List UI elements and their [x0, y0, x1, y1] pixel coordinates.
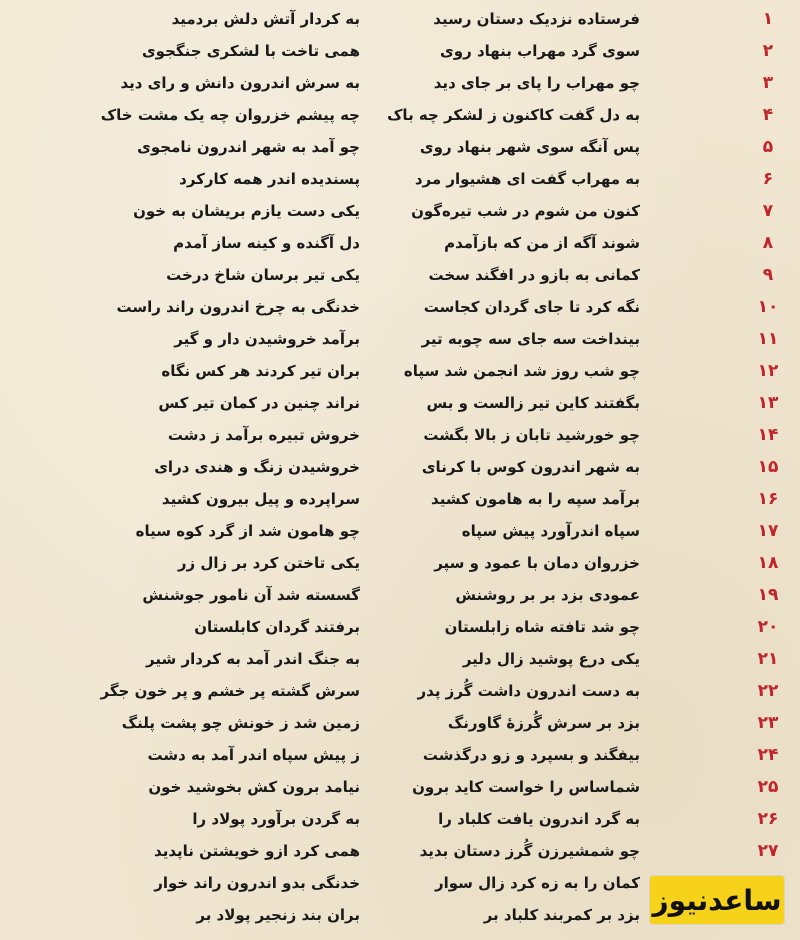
verse-second-hemistich: ز پیش سپاه اندر آمد به دشت — [147, 746, 360, 764]
verse-row — [0, 131, 800, 163]
verse-first-hemistich: کمان را به زه کرد زال سوار — [434, 874, 640, 892]
verse-first-hemistich: شماساس را خواست کاید برون — [412, 778, 640, 796]
saednews-logo: ساعدنیوز — [650, 876, 784, 924]
verse-number: ۱۴ — [757, 425, 779, 445]
verse-second-hemistich: سراپرده و پیل بیرون کشید — [161, 490, 360, 508]
verse-row — [0, 355, 800, 387]
verse-number: ۱ — [762, 9, 774, 29]
verse-row — [0, 707, 800, 739]
verse-first-hemistich: کنون من شوم در شب تیره‌گون — [411, 202, 640, 220]
verse-number: ۲۲ — [757, 681, 779, 701]
verse-second-hemistich: نیامد برون کش بخوشید خون — [148, 778, 360, 796]
verse-row — [0, 579, 800, 611]
verse-row — [0, 675, 800, 707]
verse-second-hemistich: زمین شد ز خونش چو پشت پلنگ — [121, 714, 360, 732]
verse-number: ۱۲ — [757, 361, 779, 381]
verse-first-hemistich: چو شب روز شد انجمن شد سپاه — [403, 362, 640, 380]
verse-row — [0, 195, 800, 227]
verse-row — [0, 643, 800, 675]
verse-first-hemistich: به دل گفت کاکنون ز لشکر چه باک — [387, 106, 640, 124]
verse-second-hemistich: یکی دست یازم بریشان به خون — [133, 202, 360, 220]
verse-row — [0, 259, 800, 291]
verse-first-hemistich: کمانی به بازو در افگند سخت — [428, 266, 640, 284]
verse-row — [0, 227, 800, 259]
verse-first-hemistich: پس آنگه سوی شهر بنهاد روی — [419, 138, 640, 156]
verse-number: ۲۱ — [757, 649, 779, 669]
verse-second-hemistich: پسندیده اندر همه کارکرد — [179, 170, 360, 188]
verse-first-hemistich: بگفتند کاین تیر زالست و بس — [426, 394, 640, 412]
verse-row — [0, 387, 800, 419]
verse-first-hemistich: به مهراب گفت ای هشیوار مرد — [414, 170, 640, 188]
verse-second-hemistich: برفتند گردان کابلستان — [194, 618, 360, 636]
verse-number: ۵ — [762, 137, 774, 157]
verse-second-hemistich: بران تیر کردند هر کس نگاه — [161, 362, 360, 380]
verse-row — [0, 483, 800, 515]
verse-number: ۹ — [762, 265, 774, 285]
verse-row — [0, 771, 800, 803]
verse-number: ۸ — [762, 233, 774, 253]
verse-row — [0, 35, 800, 67]
verse-second-hemistich: خروش تبیره برآمد ز دشت — [167, 426, 360, 444]
verse-second-hemistich: به جنگ اندر آمد به کردار شیر — [146, 650, 360, 668]
verse-second-hemistich: خروشیدن زنگ و هندی درای — [154, 458, 360, 476]
verse-first-hemistich: چو خورشید تابان ز بالا بگشت — [423, 426, 640, 444]
verse-first-hemistich: بیفگند و بسپرد و زو درگذشت — [422, 746, 640, 764]
verse-second-hemistich: همی تاخت با لشکری جنگجوی — [141, 42, 360, 60]
verse-second-hemistich: به گردن برآورد پولاد را — [192, 810, 360, 828]
verse-number: ۱۶ — [757, 489, 779, 509]
verse-row — [0, 739, 800, 771]
verse-row — [0, 835, 800, 867]
verse-first-hemistich: خزروان دمان با عمود و سپر — [434, 554, 640, 572]
verse-first-hemistich: چو شد تافته شاه زابلستان — [444, 618, 640, 636]
verse-row — [0, 67, 800, 99]
verse-second-hemistich: بران بند زنجیر پولاد بر — [196, 906, 360, 924]
verse-number: ۱۰ — [757, 297, 779, 317]
verse-row — [0, 163, 800, 195]
verse-number: ۲ — [762, 41, 774, 61]
verse-first-hemistich: بزد بر سرش گُرزهٔ گاورنگ — [447, 714, 640, 732]
verse-row — [0, 611, 800, 643]
verse-number: ۷ — [762, 201, 774, 221]
verse-second-hemistich: به کردار آتش دلش بردمید — [171, 10, 360, 28]
verse-first-hemistich: نگه کرد تا جای گردان کجاست — [423, 298, 640, 316]
verse-number: ۱۱ — [757, 329, 779, 349]
verse-number: ۱۳ — [757, 393, 779, 413]
verse-row — [0, 547, 800, 579]
verse-second-hemistich: چه پیشم خزروان چه یک مشت خاک — [100, 106, 360, 124]
verse-number: ۲۴ — [757, 745, 779, 765]
verse-first-hemistich: عمودی بزد بر بر روشنش — [455, 586, 640, 604]
verse-second-hemistich: چو آمد به شهر اندرون نامجوی — [137, 138, 360, 156]
verse-second-hemistich: نراند چنین در کمان تیر کس — [158, 394, 360, 412]
verse-first-hemistich: یکی درع پوشید زال دلیر — [462, 650, 640, 668]
verse-second-hemistich: یکی تیر برسان شاخ درخت — [166, 266, 360, 284]
verse-number: ۲۰ — [757, 617, 779, 637]
verse-row — [0, 515, 800, 547]
verse-first-hemistich: به شهر اندرون کوس با کرنای — [421, 458, 640, 476]
verse-number: ۱۸ — [757, 553, 779, 573]
verse-number: ۱۷ — [757, 521, 779, 541]
verse-number: ۲۵ — [757, 777, 779, 797]
verse-row — [0, 99, 800, 131]
verse-first-hemistich: شوند آگه از من که بازآمدم — [444, 234, 640, 252]
verse-number: ۴ — [762, 105, 774, 125]
verse-number: ۳ — [762, 73, 774, 93]
verse-second-hemistich: خدنگی به چرخ اندرون راند راست — [116, 298, 360, 316]
verse-second-hemistich: گسسته شد آن نامور جوشنش — [142, 586, 360, 604]
verse-second-hemistich: یکی تاختن کرد بر زال زر — [177, 554, 360, 572]
verse-number: ۱۹ — [757, 585, 779, 605]
verse-first-hemistich: بزد بر کمربند کلباد بر — [483, 906, 640, 924]
verse-first-hemistich: بینداخت سه جای سه چوبه تیر — [421, 330, 640, 348]
verse-row — [0, 291, 800, 323]
verse-second-hemistich: سرش گشته پر خشم و پر خون جگر — [100, 682, 360, 700]
verse-second-hemistich: دل آگنده و کینه ساز آمدم — [173, 234, 360, 252]
verse-number: ۲۶ — [757, 809, 779, 829]
verse-first-hemistich: برآمد سپه را به هامون کشید — [431, 490, 640, 508]
verse-first-hemistich: سوی گرد مهراب بنهاد روی — [440, 42, 640, 60]
verse-number: ۲۷ — [757, 841, 779, 861]
verse-row — [0, 803, 800, 835]
verse-first-hemistich: فرستاده نزدیک دستان رسید — [433, 10, 640, 28]
verse-second-hemistich: برآمد خروشیدن دار و گیر — [174, 330, 360, 348]
verse-second-hemistich: خدنگی بدو اندرون راند خوار — [154, 874, 360, 892]
verse-first-hemistich: چو مهراب را پای بر جای دید — [433, 74, 640, 92]
verse-row — [0, 451, 800, 483]
verse-first-hemistich: به دست اندرون داشت گُرز پدر — [417, 682, 640, 700]
verse-second-hemistich: همی کرد ازو خویشتن ناپدید — [154, 842, 360, 860]
verse-second-hemistich: به سرش اندرون دانش و رای دید — [120, 74, 360, 92]
verse-row — [0, 419, 800, 451]
verse-first-hemistich: به گرد اندرون یافت کلباد را — [438, 810, 640, 828]
verse-row — [0, 323, 800, 355]
verse-number: ۱۵ — [757, 457, 779, 477]
verse-number: ۲۳ — [757, 713, 779, 733]
verse-first-hemistich: سپاه اندرآورد پیش سپاه — [461, 522, 640, 540]
verse-first-hemistich: چو شمشیرزن گُرز دستان بدید — [419, 842, 640, 860]
verse-number: ۶ — [762, 169, 774, 189]
verse-second-hemistich: چو هامون شد از گرد کوه سیاه — [135, 522, 360, 540]
verse-row — [0, 3, 800, 35]
